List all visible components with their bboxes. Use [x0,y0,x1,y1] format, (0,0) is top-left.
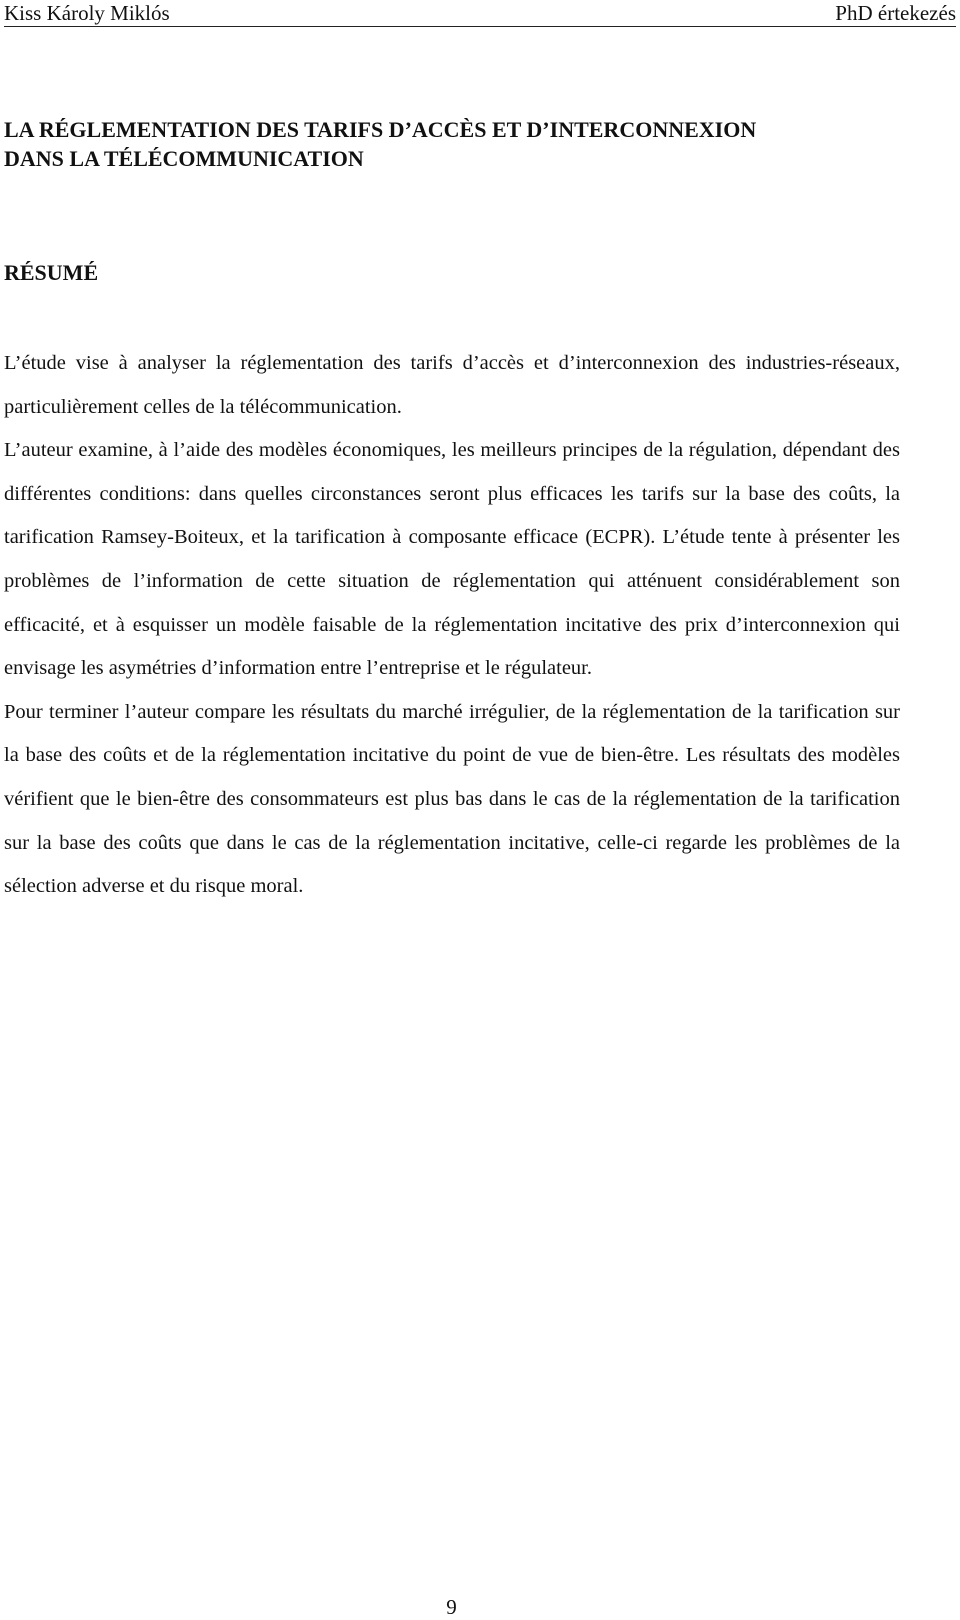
paragraph-1: L’étude vise à analyser la réglementation des tarifs d’accès et d’interconnexion des industries-réseaux, particulièrement celles de la télécommunication. [4,352,900,418]
paragraph-2: L’auteur examine, à l’aide des modèles économiques, les meilleurs principes de la régulation, dépendant des différentes conditions: dans quelles circonstances seront plus efficaces les tarifs sur la base des coûts, la tarification Ramsey-Boiteux, et la tarification à composante efficace (ECPR). L’étude tente à présenter les problèmes de l’information de cette situation de réglementation qui atténuent considérablement son efficacité, et à esquisser un modèle faisable de la réglementation incitative des prix d’interconnexion qui envisage les asymétries d’information entre l’entreprise et le régulateur. [4,439,900,680]
header-document-type: PhD értekezés [835,1,956,25]
document-title-line-1: LA RÉGLEMENTATION DES TARIFS D’ACCÈS ET D’INTERCONNEXION [4,117,757,142]
document-title [4,115,904,173]
document-title-line-2: DANS LA TÉLÉCOMMUNICATION [4,146,364,171]
page-number: 9 [446,1595,457,1619]
section-heading-resume: RÉSUMÉ [4,260,99,285]
resume-body [4,342,900,909]
running-header [4,0,956,27]
header-author: Kiss Károly Miklós [4,1,170,25]
paragraph-3: Pour terminer l’auteur compare les résultats du marché irrégulier, de la réglementation de la tarification sur la base des coûts et de la réglementation incitative du point de vue de bien-être. Les résultats des modèles vérifient que le bien-être des consommateurs est plus bas dans le cas de la réglementation de la tarification sur la base des coûts que dans le cas de la réglementation incitative, celle-ci regarde les problèmes de la sélection adverse et du risque moral. [4,700,900,898]
